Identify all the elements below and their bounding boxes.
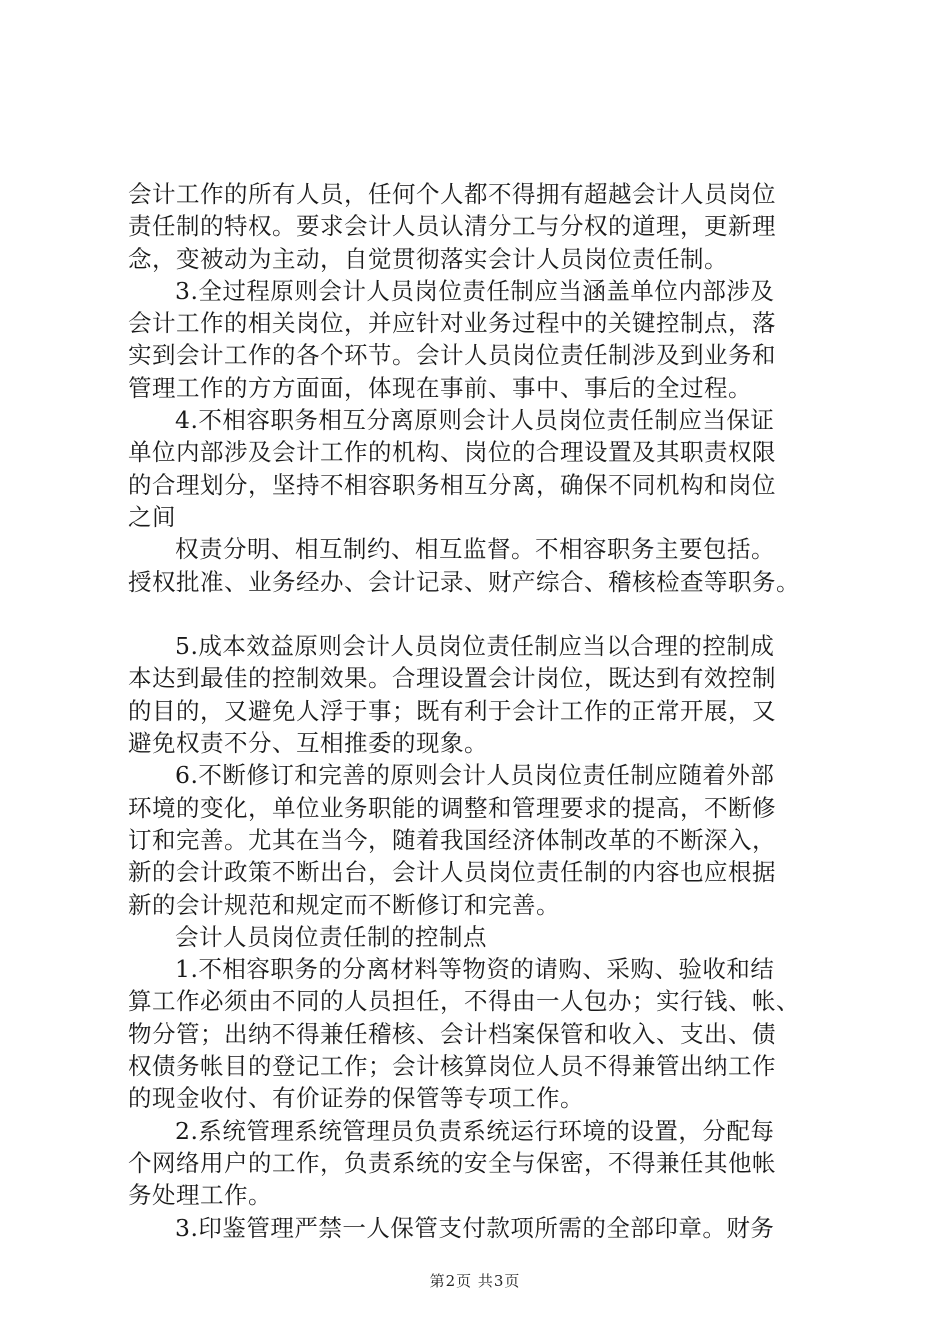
page-footer: 第2页 共3页	[429, 1272, 521, 1290]
text-line: 新的会计规范和规定而不断修订和完善。	[128, 890, 560, 919]
document-body	[128, 178, 844, 1244]
text-line: 的合理划分，坚持不相容职务相互分离，确保不同机构和岗位	[128, 470, 776, 499]
text-line: 物分管；出纳不得兼任稽核、会计档案保管和收入、支出、债	[128, 1019, 776, 1048]
text-line: 4.不相容职务相互分离原则会计人员岗位责任制应当保证	[175, 406, 775, 435]
text-line: 的目的，又避免人浮于事；既有利于会计工作的正常开展，又	[128, 696, 776, 725]
text-line: 会计工作的所有人员，任何个人都不得拥有超越会计人员岗位	[128, 180, 776, 208]
text-line: 6.不断修订和完善的原则会计人员岗位责任制应随着外部	[175, 761, 775, 790]
text-line: 新的会计政策不断出台，会计人员岗位责任制的内容也应根据	[128, 858, 776, 887]
text-line: 之间	[128, 502, 176, 531]
blank-line	[128, 598, 844, 630]
text-line: 避免权责不分、互相推委的现象。	[128, 729, 488, 758]
text-line: 权责分明、相互制约、相互监督。不相容职务主要包括。	[175, 535, 775, 564]
text-line: 务处理工作。	[128, 1181, 272, 1210]
text-line: 环境的变化，单位业务职能的调整和管理要求的提高，不断修	[128, 793, 776, 822]
text-line: 单位内部涉及会计工作的机构、岗位的合理设置及其职责权限	[128, 438, 776, 467]
text-line: 管理工作的方方面面，体现在事前、事中、事后的全过程。	[128, 373, 752, 402]
text-line: 会计工作的相关岗位，并应针对业务过程中的关键控制点，落	[128, 309, 776, 338]
text-line: 实到会计工作的各个环节。会计人员岗位责任制涉及到业务和	[128, 341, 776, 370]
text-line: 念，变被动为主动，自觉贯彻落实会计人员岗位责任制。	[128, 244, 728, 273]
text-line: 订和完善。尤其在当今，随着我国经济体制改革的不断深入，	[128, 825, 776, 854]
text-line: 本达到最佳的控制效果。合理设置会计岗位，既达到有效控制	[128, 664, 776, 693]
text-line: 算工作必须由不同的人员担任，不得由一人包办；实行钱、帐、	[128, 987, 800, 1016]
text-line: 3.印鉴管理严禁一人保管支付款项所需的全部印章。财务	[175, 1213, 775, 1242]
text-line: 3.全过程原则会计人员岗位责任制应当涵盖单位内部涉及	[175, 276, 775, 305]
text-line: 的现金收付、有价证券的保管等专项工作。	[128, 1084, 584, 1113]
text-line: 2.系统管理系统管理员负责系统运行环境的设置，分配每	[175, 1116, 775, 1145]
text-line: 会计人员岗位责任制的控制点	[175, 922, 487, 951]
text-line: 权债务帐目的登记工作；会计核算岗位人员不得兼管出纳工作	[128, 1052, 776, 1081]
text-line: 个网络用户的工作，负责系统的安全与保密，不得兼任其他帐	[128, 1148, 776, 1177]
text-line: 责任制的特权。要求会计人员认清分工与分权的道理，更新理	[128, 212, 776, 241]
text-line: 5.成本效益原则会计人员岗位责任制应当以合理的控制成	[175, 632, 775, 661]
text-line: 授权批准、业务经办、会计记录、财产综合、稽核检查等职务。	[128, 567, 800, 596]
text-line: 1.不相容职务的分离材料等物资的请购、采购、验收和结	[175, 955, 775, 984]
